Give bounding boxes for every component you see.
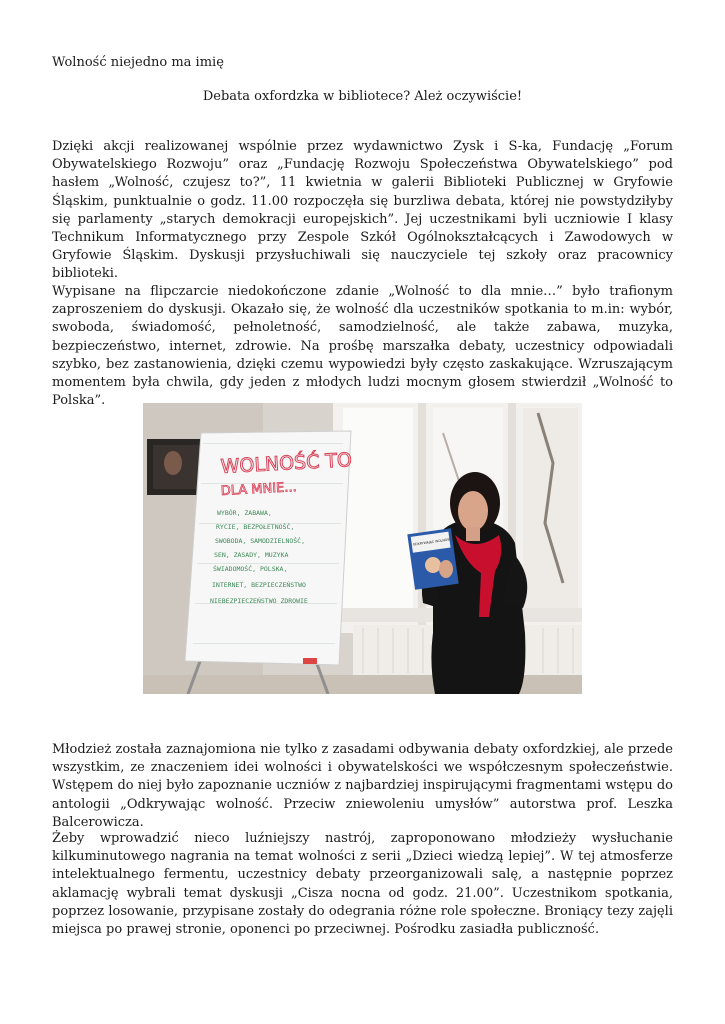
event-photo — [143, 403, 582, 694]
flipchart-line: INTERNET, BEZPIECZEŃSTWO — [212, 581, 306, 589]
paragraph: Młodzież została zaznajomiona nie tylko z zasadami odbywania debaty oxfordzkiej, ale przede wszystkim, ze znaczeniem idei wolności i obywatelskości we współczesnym społeczeństwie. Wstępem do niej było zapoznanie uczniów z najbardziej inspirującymi fragmentami wstępu do antologii „Odkrywając wolność. Przeciw zniewoleniu umysłów” autorstwa prof. Leszka Balcerowicza. — [52, 742, 673, 830]
flipchart-line: ŚWIADOMOŚĆ, POLSKA, — [213, 565, 288, 573]
paragraph: Żeby wprowadzić nieco luźniejszy nastrój, zaproponowano młodzieży wysłuchanie kilkuminutowego nagrania na temat wolności z serii „Dzieci wiedzą lepiej”. W tej atmosferze intelektualnego fermentu, uczestnicy debaty przeorganizowali salę, a następnie poprzez aklamację wybrali temat dyskusji „Cisza nocna od godz. 21.00”. Uczestnikom spotkania, poprzez losowanie, przypisane zostały do odegrania różne role społeczne. Broniący tezy zajęli miejsca po prawej stronie, oponenci po przeciwnej. Pośrodku zasiadła publiczność. — [52, 831, 673, 938]
flipchart-line: WYBÓR, ZABAWA, — [217, 509, 272, 517]
paragraph: Wypisane na flipczarcie niedokończone zdanie „Wolność to dla mnie…” było trafionym zaproszeniem do dyskusji. Okazało się, że wolność dla uczestników spotkania to m.in: wybór, swoboda, świadomość, pełnoletność, samodzielność, ale także zabawa, muzyka, bezpieczeństwo, internet, zdrowie. Na prośbę marszałka debaty, uczestnicy odpowiadali szybko, bez zastanowienia, dzięki czemu wypowiedzi były często zaskakujące. Wzruszającym momentem była chwila, gdy jeden z młodych ludzi mocnym głosem stwierdził „Wolność to Polska”. — [52, 284, 673, 409]
book-title: ODKRYWAJĄC WOLNOŚĆ — [412, 537, 452, 547]
flipchart-line: SEN, ZASADY, MUZYKA — [214, 551, 289, 559]
document-subtitle: Debata oxfordzka w bibliotece? Ależ oczywiście! — [202, 89, 523, 104]
flipchart-line: SWOBODA, SAMODZIELNOŚĆ, — [215, 537, 306, 545]
flipchart-line: RYCIE, BEZPOŁETNOŚĆ, — [216, 523, 295, 531]
flipchart-line: WOLNOŚĆ TO — [220, 449, 353, 478]
flipchart-line: DLA MNIE... — [220, 480, 298, 499]
paragraph: Dzięki akcji realizowanej wspólnie przez wydawnictwo Zysk i S-ka, Fundację „Forum Obywatelskiego Rozwoju” oraz „Fundację Rozwoju Społeczeństwa Obywatelskiego” pod hasłem „Wolność, czujesz to?”, 11 kwietnia w galerii Biblioteki Publicznej w Gryfowie Śląskim, punktualnie o godz. 11.00 rozpoczęła się burzliwa debata, której nie powstydziłyby się parlamenty „starych demokracji europejskich”. Jej uczestnikami byli uczniowie I klasy Technikum Informatycznego przy Zespole Szkół Ogólnokształcących i Zawodowych w Gryfowie Śląskim. Dyskusji przysłuchiwali się nauczyciele tej szkoły oraz pracownicy biblioteki. — [52, 139, 673, 282]
document-title: Wolność niejedno ma imię — [52, 55, 224, 70]
flipchart-line: NIEBEZPIECZEŃSTWO ZDROWIE — [210, 597, 308, 605]
